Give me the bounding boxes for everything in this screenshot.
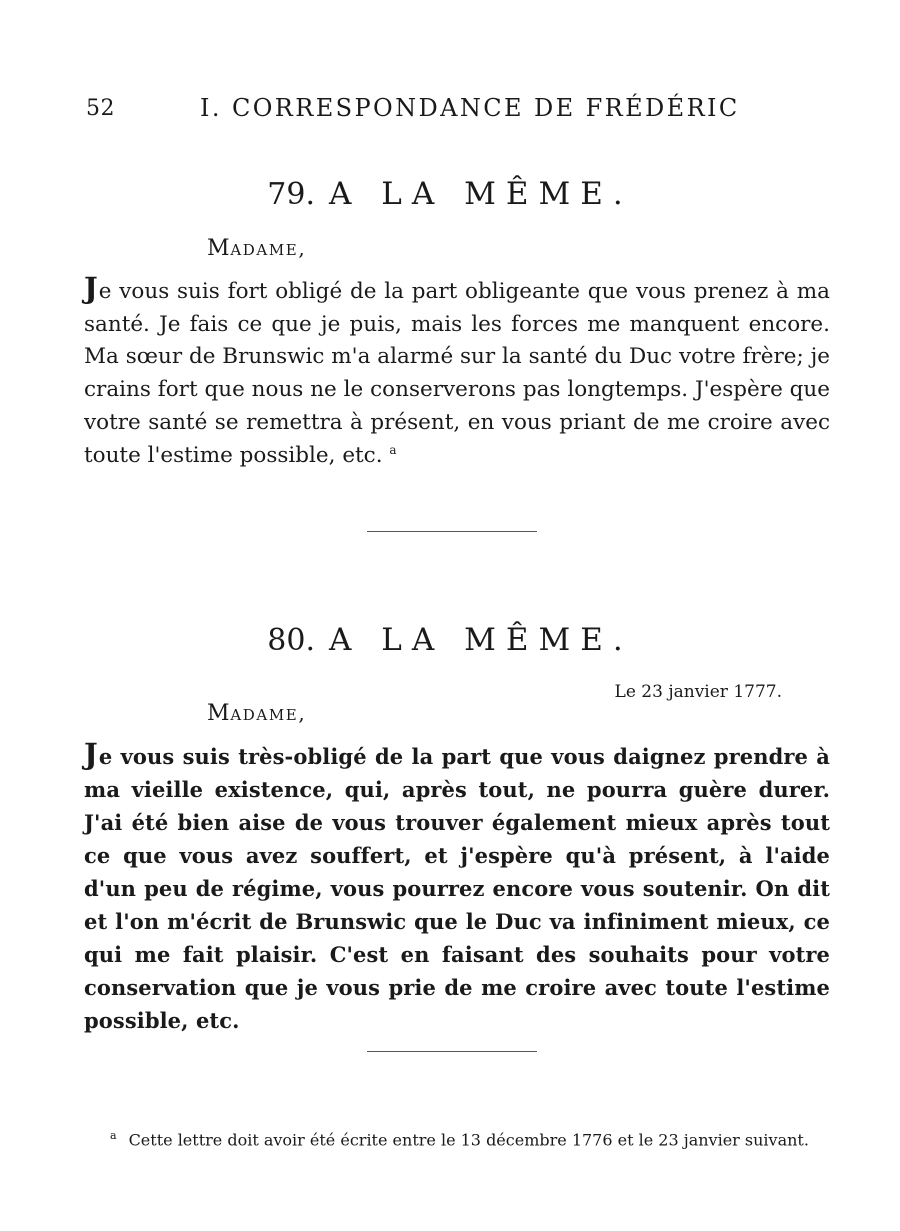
letter-addressee: A LA MÊME. bbox=[329, 622, 633, 658]
running-head-title: I. CORRESPONDANCE DE FRÉDÉRIC bbox=[200, 94, 740, 122]
letter-80-date: Le 23 janvier 1777. bbox=[614, 682, 782, 702]
letter-body-text: e vous suis fort obligé de la part obligeante que vous prenez à ma santé. Je fais ce que je puis, mais les forces me manquent encore. Ma sœur de Brunswic m'a alarmé sur la santé du Duc votre frère; je crains fort que nous ne le conserverons pas longtemps. J'espère que votre santé se remettra à présent, en vous priant de me croire avec toute l'estime possible, etc. bbox=[84, 279, 830, 468]
letter-79-heading bbox=[0, 176, 900, 212]
section-divider bbox=[367, 531, 537, 532]
salutation-punct: , bbox=[298, 701, 306, 725]
letter-number: 80. bbox=[267, 623, 316, 658]
footnote-text: Cette lettre doit avoir été écrite entre le 13 décembre 1776 et le 23 janvier suivant. bbox=[128, 1130, 809, 1150]
letter-79-salutation bbox=[207, 236, 306, 261]
letter-79-body bbox=[84, 271, 830, 472]
salutation-rest: ADAME bbox=[230, 706, 299, 724]
section-divider bbox=[367, 1051, 537, 1052]
footnote-reference: a bbox=[389, 442, 397, 457]
running-head bbox=[86, 94, 740, 128]
letter-80-heading bbox=[0, 622, 900, 658]
drop-initial: J bbox=[84, 271, 98, 305]
letter-body-text: e vous suis très-obligé de la part que vous daignez prendre à ma vieille existence, qui, après tout, ne pourra guère durer. J'ai été bien aise de vous trouver également mieux après tout ce que vous avez souffert, et j'espère qu'à présent, à l'aide d'un peu de régime, vous pourrez encore vous soutenir. On dit et l'on m'écrit de Brunswic que le Duc va infiniment mieux, ce qui me fait plaisir. C'est en faisant des souhaits pour votre conservation que je vous prie de me croire avec toute l'estime possible, etc. bbox=[84, 744, 830, 1033]
salutation-initial: M bbox=[207, 701, 231, 726]
drop-initial: J bbox=[84, 737, 98, 771]
salutation-rest: ADAME bbox=[230, 241, 299, 259]
letter-addressee: A LA MÊME. bbox=[329, 176, 633, 212]
footnote-mark: a bbox=[110, 1129, 117, 1142]
letter-number: 79. bbox=[267, 177, 316, 212]
letter-80-body bbox=[84, 737, 830, 1037]
salutation-initial: M bbox=[207, 236, 231, 261]
footnote bbox=[110, 1129, 809, 1149]
letter-80-salutation bbox=[207, 701, 306, 726]
page-number: 52 bbox=[86, 96, 115, 121]
salutation-punct: , bbox=[298, 236, 306, 260]
